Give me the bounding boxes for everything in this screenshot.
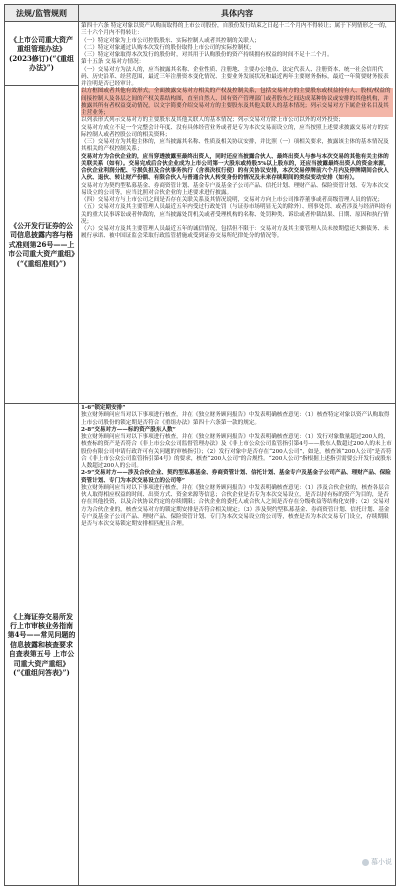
regulation-name: 《公开发行证券的公司信息披露内容与格式准则第26号——上市公司重大资产重组》(“《重组准则》”) (5, 86, 79, 404)
paragraph: 1-6“锁定期安排” (81, 405, 126, 411)
table-header-row (5, 5, 396, 22)
paragraph: （六）交易对方及其主要管理人员最近五年的诚信情况，包括但不限于：交易对方及其主要管理人员未按期偿还大额债务、未履行承诺、被中国证监会采取行政监管措施或受到证券交易所纪律处分的情况等。 (81, 226, 389, 240)
paragraph: 2-8“交易对方——标的资产股东人数” (81, 426, 176, 433)
paragraph: 交易对方成立不足一个完整会计年度、没有具体经营业务或者是专为本次交易而设立的，应当按照上述要求披露交易对方的实际控制人或者控股公司的相关资料； (81, 124, 389, 138)
paragraph: （五）交易对方及其主要管理人员最近五年内受过行政处罚（与证券市场明显无关的除外）、刑事处罚、或者涉及与经济纠纷有关的重大民事诉讼或者仲裁的，应当披露处罚机关或者受理机构的名称、处罚种类、诉讼或者仲裁结果、日期、原因和执行情况； (81, 204, 392, 225)
header-content: 具体内容 (79, 5, 396, 22)
paragraph: 独立财务顾问应当对以下事项进行核查，并在《独立财务顾问报告》中发表明确核查意见：（1）核查特定对象以资产认购取得上市公司股份的锁定期是否符合《重组办法》第四十六条第一款的规定。 (81, 412, 390, 426)
document-page (4, 4, 396, 869)
paragraph: （三）特定对象取得本次发行的股份时，对其用于认购股份的资产持续拥有权益的时间不足十二个月。 (81, 52, 333, 58)
watermark (362, 857, 392, 867)
table-row (5, 404, 396, 886)
regulation-content (79, 22, 396, 404)
paragraph: 2-9“交易对方——涉及合伙企业、契约型私募基金、券商资管计划、信托计划、基金专户及基金子公司产品、理财产品、保险资管计划、专门为本次交易设立的公司等” (81, 470, 391, 484)
watermark-text: 慕小说 (371, 858, 392, 866)
paragraph: 交易对方为合伙企业的，应当穿透披露至最终出资人，同时还应当披露合伙人、最终出资人与参与本次交易的其他有关主体的关联关系（如有）。交易完成后合伙企业成为上市公司第一大股东或持股5%以上股东的，还应当披露最终出资人的资金来源，合伙企业利润分配、亏损负担及合伙事务执行（含表决权行使）的有关协议安排，本次交易停牌前六个月内及停牌期间合伙人入伙、退伙、转让财产份额、有限合伙人与普通合伙人转变身份的情况及未来存续期间的类似变动安排（如有）。 (81, 153, 390, 182)
paragraph: （二）特定对象通过认购本次发行的股份取得上市公司的实际控制权； (81, 44, 255, 51)
paragraph: （四）交易对方与上市公司之间是否存在关联关系及其情况说明，交易对方向上市公司推荐董事或者高级管理人员的情况； (81, 197, 384, 203)
regulation-name: 《上市公司重大资产重组管理办法》(2023修订)(“《重组办法》”) (5, 22, 79, 86)
regulation-content (79, 404, 396, 886)
watermark-logo-icon (362, 859, 369, 866)
paragraph: 以列表形式列示交易对方的主要股东及其他关联人的基本情况；列示交易对方除上市公司以外的对外投资； (81, 117, 344, 124)
paragraph: 独立财务顾问应当对以下事项进行核查，并在《独立财务顾问报告》中发表明确核查意见：（1）涉及合伙企业的，核查各层合伙人取得相应权益的时间、出资方式、资金来源等信息；合伙企业是否专为本次交易设立，是否以持有标的资产为目的，是否存在其他投资，以及合伙协议约定的存续期限；合伙企业的委托人或合伙人之间是否存在分级收益等结构化安排；（2）交易对方为合伙企业的，核查交易对方的锁定期安排是否符合相关规定；（3）涉及契约型私募基金、券商资管计划、信托计划、基金专户及基金子公司产品、理财产品、保险资管计划、专门为本次交易设立的公司等，核查是否为本次交易专门设立，存续期限是否与本次交易锁定期安排相匹配且合理。 (81, 484, 390, 527)
table-row (5, 22, 396, 86)
header-regulation: 法规/监管规则 (5, 5, 79, 22)
paragraph: 以方框图或者其他有效形式，全面披露交易对方相关的产权及控制关系，包括交易对方的主要股东或权益持有人、股权/权益的间接控制人及各层之间的产权关系结构图，直至自然人、国有资产管理部门或者股东之间达成某种协议或安排的其他机构，并披露其所有者权益变动情况，以文字简要介绍交易对方的主要股东及其他关联人的基本情况；列示交易对方下属企业名目及其主营业务； (81, 88, 393, 117)
regulation-table (4, 4, 396, 886)
paragraph: （一）交易对方为法人的，应当披露其名称、企业性质、注册地、主要办公地点、法定代表人、注册资本、统一社会信用代码、历史沿革、经营范围，最近三年注册资本变化情况、主要业务发展状况和最近两年主要财务指标，最近一年简要财务报表并注明是否已经审计。 (81, 66, 389, 87)
paragraph: 第十五条 交易对方情况： (81, 59, 145, 66)
paragraph: 交易对方为契约型私募基金、券商资管计划、基金专户及基金子公司产品、信托计划、理财产品、保险资管计划、专为本次交易设立的公司等，应当比照对合伙企业的上述要求进行披露。 (81, 182, 389, 196)
paragraph: （一）特定对象为上市公司控股股东、实际控制人或者其控制的关联人； (81, 37, 261, 44)
paragraph: 第四十六条 特定对象以资产认购而取得的上市公司股份，自股份发行结束之日起十二个月内不得转让；属于下列情形之一的，三十六个月内不得转让： (81, 23, 391, 37)
paragraph: 独立财务顾问应当对以下事项进行核查，并在《独立财务顾问报告》中发表明确核查意见：（1）发行对象数量超过200人的，核查标的资产是否符合《非上市公众公司监督管理办法》及《非上市公众公司监管指引第4号——股东人数超过200人的未上市股份有限公司申请行政许可有关问题的审核指引》；（2）发行对象中是否存在“200人公司”，如是，核查该“200人公司”是否符合《非上市公众公司监管指引第4号》的要求，核查“200人公司”的合规性。“200人公司”指根据上述指引需要公开发行或股东人数超过200人的公司。 (81, 434, 392, 469)
paragraph: （三）交易对方为其他主体的，应当披露其名称、性质及相关协议安排，并比照（一）项相关要求，披露该主体的基本情况及其相关的产权控制关系； (81, 139, 389, 153)
regulation-name: 《上海证券交易所发行上市审核业务指南第4号——常见问题的信息披露和核查要求自查表第五号 上市公司重大资产重组》(“《重组问答表》”) (5, 404, 79, 886)
